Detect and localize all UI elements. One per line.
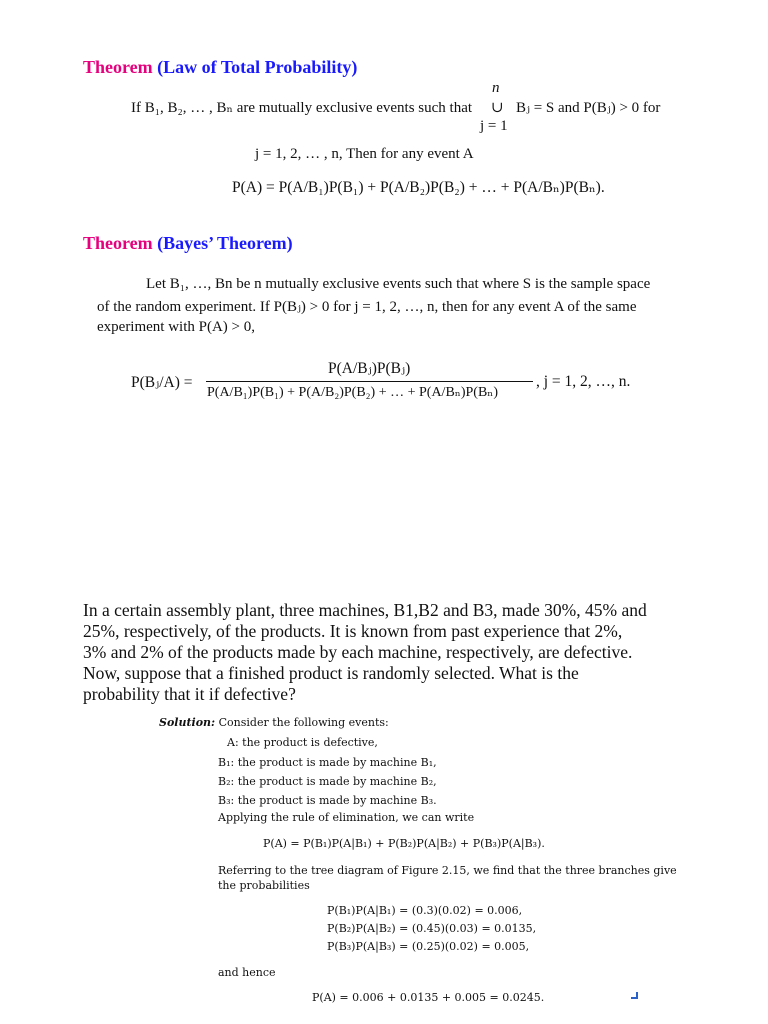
bayes-numerator: P(A/Bⱼ)P(Bⱼ) (328, 360, 411, 377)
union-upper-index: n (492, 80, 500, 96)
problem-line2: 25%, respectively, of the products. It is known from past experience that 2%, (83, 621, 623, 641)
fraction-bar (206, 381, 533, 382)
corner-mark-icon (631, 992, 639, 1000)
theorem2-name: (Bayes’ Theorem) (157, 233, 293, 253)
bayes-statement-line1: Let B₁, …, Bn be n mutually exclusive events such that where S is the sample space (146, 276, 651, 292)
event-b1: B₁: the product is made by machine B₁, (218, 756, 437, 769)
theorem1-label: Theorem (83, 57, 153, 77)
bayes-formula-tail: , j = 1, 2, …, n. (536, 373, 631, 390)
bayes-statement-line3: experiment with P(A) > 0, (97, 319, 256, 335)
theorem1-name: (Law of Total Probability) (157, 57, 358, 77)
bayes-formula-lhs: P(Bⱼ/A) = (131, 374, 193, 391)
problem-line4: Now, suppose that a finished product is randomly selected. What is the (83, 663, 579, 683)
branch-probability-1: P(B₁)P(A|B₁) = (0.3)(0.02) = 0.006, (327, 904, 523, 917)
event-b2: B₂: the product is made by machine B₂, (218, 775, 437, 788)
theorem1-union-text: Bⱼ = S and P(Bⱼ) > 0 for (516, 100, 661, 116)
branch-probability-3: P(B₃)P(A|B₃) = (0.25)(0.02) = 0.005, (327, 940, 530, 953)
solution-label: Solution: (159, 716, 216, 729)
theorem2-heading (83, 233, 293, 254)
problem-line1: In a certain assembly plant, three machines, B1,B2 and B3, made 30%, 45% and (83, 600, 647, 620)
bayes-statement-line2: of the random experiment. If P(Bⱼ) > 0 for j = 1, 2, …, n, then for any event A of the same (97, 299, 637, 315)
bayes-denominator: P(A/B₁)P(B₁) + P(A/B₂)P(B₂) + … + P(A/Bₙ)P(Bₙ) (207, 385, 499, 400)
tree-text-line2: the probabilities (218, 879, 310, 892)
theorem1-statement-line1: If B₁, B₂, … , Bₙ are mutually exclusive events such that (131, 100, 473, 116)
theorem1-statement-line2: j = 1, 2, … , n, Then for any event A (255, 146, 474, 162)
final-result: P(A) = 0.006 + 0.0135 + 0.005 = 0.0245. (312, 991, 545, 1004)
event-a: A: the product is defective, (227, 736, 378, 749)
rule-text: Applying the rule of elimination, we can write (218, 811, 475, 824)
theorem1-heading (83, 57, 357, 78)
event-b3: B₃: the product is made by machine B₃. (218, 794, 437, 807)
branch-probability-2: P(B₂)P(A|B₂) = (0.45)(0.03) = 0.0135, (327, 922, 537, 935)
total-probability-formula: P(A) = P(A/B₁)P(B₁) + P(A/B₂)P(B₂) + … + P(A/Bₙ)P(Bₙ). (232, 179, 605, 196)
hence-text: and hence (218, 966, 276, 979)
solution-intro: Consider the following events: (218, 716, 389, 729)
tree-text-line1: Referring to the tree diagram of Figure 2.15, we find that the three branches give (218, 864, 677, 877)
theorem2-label: Theorem (83, 233, 153, 253)
rule-formula: P(A) = P(B₁)P(A|B₁) + P(B₂)P(A|B₂) + P(B₃)P(A|B₃). (263, 837, 545, 850)
solution-intro-line (159, 716, 389, 729)
union-lower-index: j = 1 (480, 118, 508, 134)
problem-line5: probability that it if defective? (83, 684, 296, 704)
problem-line3: 3% and 2% of the products made by each machine, respectively, are defective. (83, 642, 633, 662)
union-symbol: ∪ (491, 100, 504, 116)
